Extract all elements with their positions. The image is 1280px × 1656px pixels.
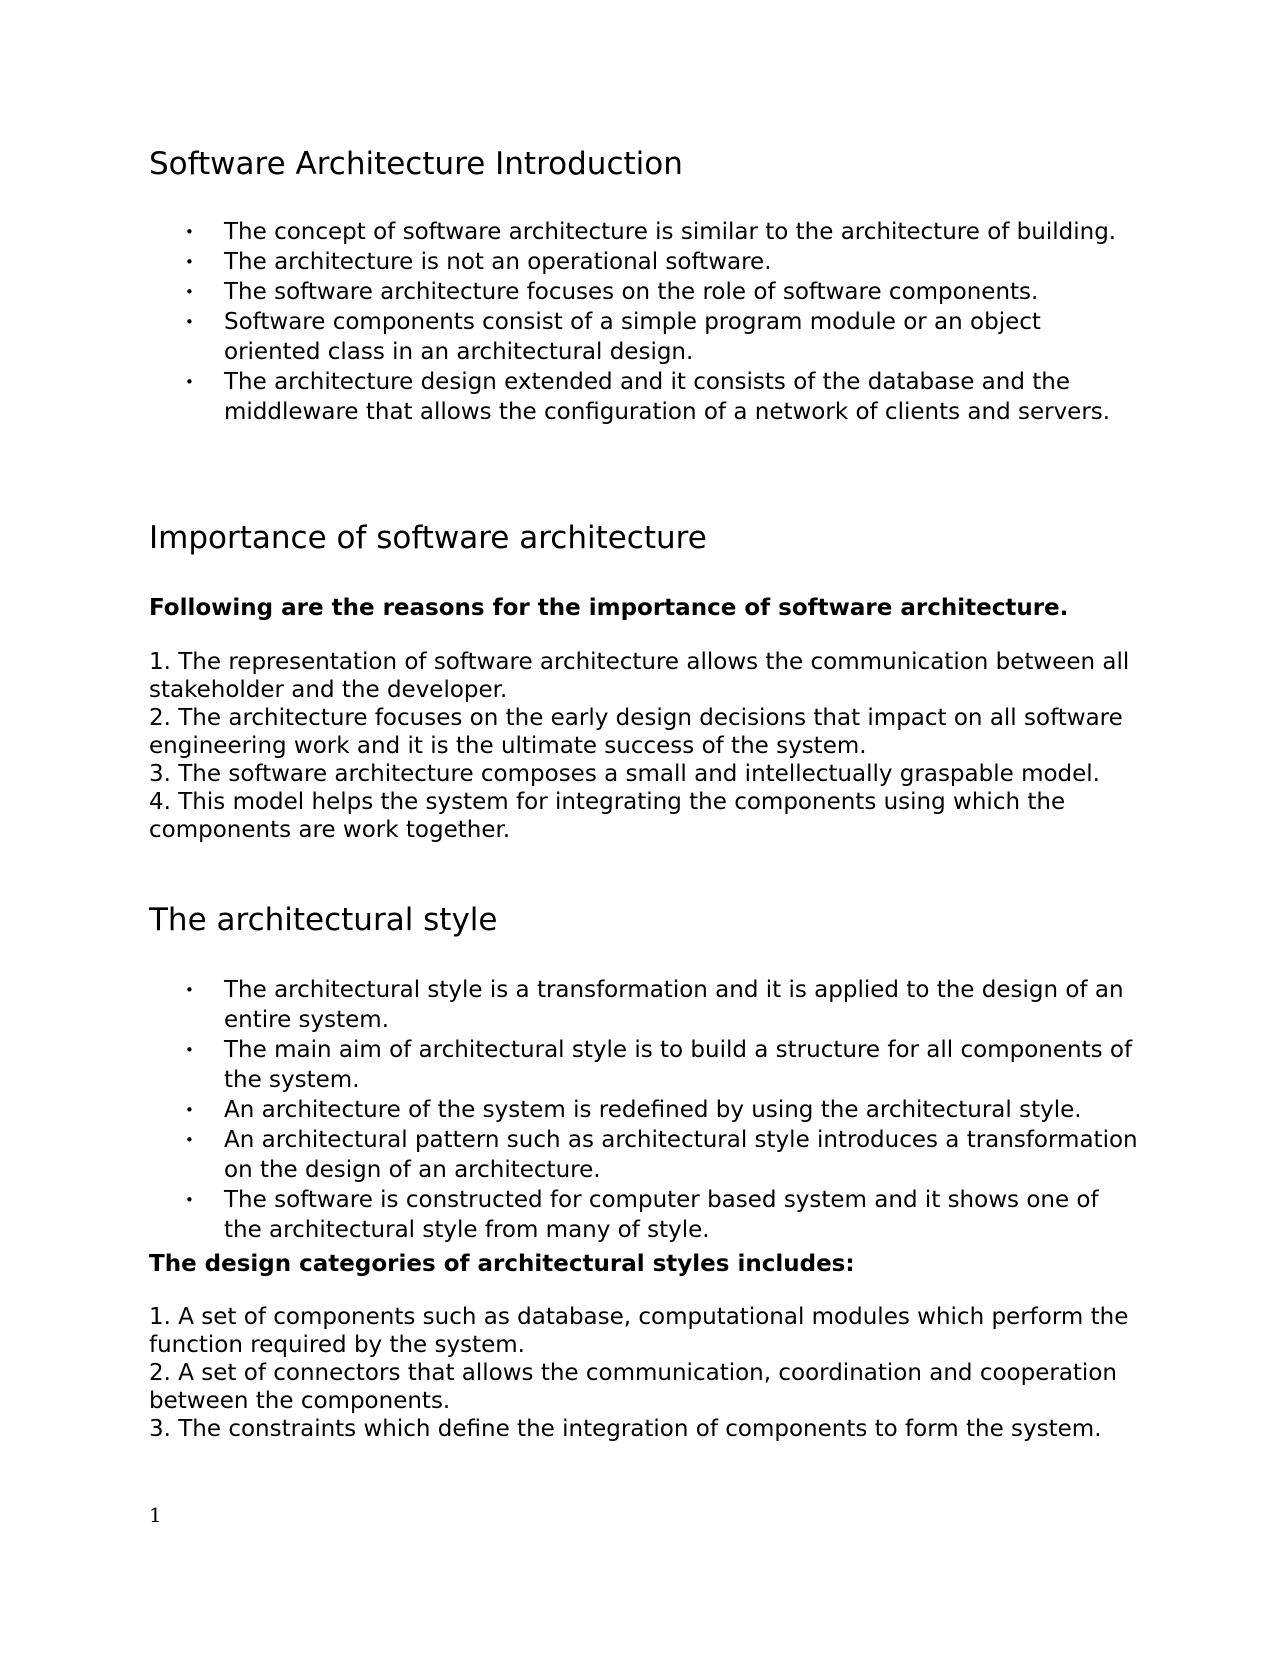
list-item: • The software architecture focuses on the role of software components. [185, 279, 1039, 305]
bullet-icon: • [185, 981, 194, 999]
list-item: • An architectural pattern such as architectural style introduces a transformation on the design of an architecture. [185, 1127, 1138, 1183]
page-number: 1 [149, 1503, 162, 1527]
importance-numbered-list [149, 648, 1139, 844]
list-item: 2. A set of connectors that allows the communication, coordination and cooperation between the components. [149, 1360, 1117, 1414]
style-bullet-list [149, 975, 1139, 1245]
list-item: 3. The software architecture composes a small and intellectually graspable model. [149, 761, 1100, 787]
bullet-icon: • [185, 373, 194, 391]
bullet-icon: • [185, 283, 194, 301]
importance-heading: Importance of software architecture [149, 520, 707, 556]
intro-bullet-list [149, 217, 1139, 427]
bullet-icon: • [185, 223, 194, 241]
style-heading: The architectural style [149, 902, 498, 938]
list-item: • The architecture design extended and it consists of the database and the middleware that allows the configuration of a network of clients and servers. [185, 369, 1111, 425]
importance-lead: Following are the reasons for the importance of software architecture. [149, 595, 1069, 621]
list-item: • The architectural style is a transformation and it is applied to the design of an entire system. [185, 977, 1124, 1033]
list-item: 1. A set of components such as database, computational modules which perform the function required by the system. [149, 1304, 1129, 1358]
list-item: 4. This model helps the system for integrating the components using which the components are work together. [149, 789, 1066, 843]
list-item: • An architecture of the system is redefined by using the architectural style. [185, 1097, 1082, 1123]
list-item: 1. The representation of software architecture allows the communication between all stakeholder and the developer. [149, 649, 1130, 703]
bullet-icon: • [185, 313, 194, 331]
list-item: • The concept of software architecture is similar to the architecture of building. [185, 219, 1117, 245]
intro-heading: Software Architecture Introduction [149, 146, 683, 182]
list-item: • The main aim of architectural style is to build a structure for all components of the system. [185, 1037, 1133, 1093]
list-item: • Software components consist of a simple program module or an object oriented class in an architectural design. [185, 309, 1041, 365]
bullet-icon: • [185, 253, 194, 271]
bullet-icon: • [185, 1101, 194, 1119]
list-item: • The software is constructed for computer based system and it shows one of the architectural style from many of style. [185, 1187, 1099, 1243]
list-item: • The architecture is not an operational software. [185, 249, 772, 275]
list-item: 3. The constraints which define the integration of components to form the system. [149, 1416, 1102, 1442]
list-item: 2. The architecture focuses on the early design decisions that impact on all software engineering work and it is the ultimate success of the system. [149, 705, 1123, 759]
style-lead: The design categories of architectural styles includes: [149, 1251, 855, 1277]
style-numbered-list [149, 1303, 1139, 1443]
bullet-icon: • [185, 1041, 194, 1059]
bullet-icon: • [185, 1131, 194, 1149]
bullet-icon: • [185, 1191, 194, 1209]
